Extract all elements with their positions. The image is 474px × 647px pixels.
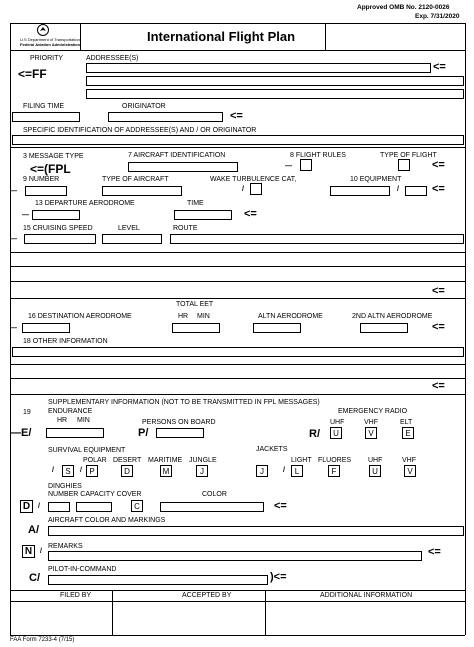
end-arrow: <= bbox=[432, 183, 445, 195]
slash: / bbox=[397, 186, 399, 193]
filed-by-label: FILED BY bbox=[60, 592, 92, 599]
remarks-box[interactable]: N bbox=[22, 545, 35, 558]
slash: / bbox=[38, 503, 40, 510]
aircraft-color-label: AIRCRAFT COLOR AND MARKINGS bbox=[48, 517, 166, 524]
dinghy-color-field[interactable] bbox=[160, 502, 264, 512]
remarks-label: REMARKS bbox=[48, 543, 83, 550]
additional-info-label: ADDITIONAL INFORMATION bbox=[320, 592, 413, 599]
other-info-field[interactable] bbox=[12, 347, 464, 357]
end-arrow: <= bbox=[244, 208, 257, 220]
level-field[interactable] bbox=[102, 234, 162, 244]
addressee-field-2[interactable] bbox=[86, 76, 464, 86]
jungle-label: JUNGLE bbox=[189, 457, 217, 464]
end-arrow: <= bbox=[274, 500, 287, 512]
end-arrow: <= bbox=[230, 110, 243, 122]
survival-box[interactable]: S bbox=[62, 465, 74, 477]
number-field[interactable] bbox=[25, 186, 67, 196]
slash: / bbox=[283, 467, 285, 474]
altn-aerodrome-label: ALTN AERODROME bbox=[258, 313, 323, 320]
persons-on-board-label: PERSONS ON BOARD bbox=[142, 419, 216, 426]
equipment-field[interactable] bbox=[330, 186, 390, 196]
equipment-label: 10 EQUIPMENT bbox=[350, 176, 402, 183]
expiration-date: Exp. 7/31/2020 bbox=[415, 13, 460, 20]
supplementary-label: SUPPLEMENTARY INFORMATION (NOT TO BE TRANSMITTED IN FPL MESSAGES) bbox=[48, 399, 320, 406]
jackets-uhf-label: UHF bbox=[368, 457, 383, 464]
departure-aerodrome-label: 13 DEPARTURE AERODROME bbox=[35, 200, 135, 207]
polar-box[interactable]: P bbox=[86, 465, 98, 477]
radio-prefix: R/ bbox=[309, 428, 320, 440]
priority-value: <=FF bbox=[18, 67, 47, 81]
dash: — bbox=[10, 325, 17, 332]
agency-name: U.S Department of Transportation bbox=[20, 37, 80, 42]
originator-field[interactable] bbox=[108, 112, 223, 122]
end-arrow: <= bbox=[428, 546, 441, 558]
endurance-label: ENDURANCE bbox=[48, 408, 93, 415]
color-label: COLOR bbox=[202, 491, 227, 498]
agency-sub: Federal Aviation Administration bbox=[20, 42, 81, 47]
specific-id-field[interactable] bbox=[12, 135, 464, 145]
uhf-box[interactable]: U bbox=[330, 427, 342, 439]
dash: — bbox=[22, 212, 29, 219]
total-eet-field[interactable] bbox=[172, 323, 220, 333]
originator-label: ORIGINATOR bbox=[122, 103, 166, 110]
slash: / bbox=[52, 467, 54, 474]
end-arrow: <= bbox=[432, 321, 445, 333]
vhf-box[interactable]: V bbox=[365, 427, 377, 439]
destination-field[interactable] bbox=[22, 323, 70, 333]
aircraft-color-field[interactable] bbox=[48, 526, 464, 536]
remarks-field[interactable] bbox=[48, 551, 422, 561]
altn2-field[interactable] bbox=[360, 323, 408, 333]
light-label: LIGHT bbox=[291, 457, 312, 464]
route-field-1[interactable] bbox=[170, 234, 464, 244]
fluores-box[interactable]: F bbox=[328, 465, 340, 477]
level-label: LEVEL bbox=[118, 225, 140, 232]
endurance-min-label: MIN bbox=[77, 417, 90, 424]
destination-label: 16 DESTINATION AERODROME bbox=[28, 313, 132, 320]
cover-box[interactable]: C bbox=[131, 500, 143, 512]
departure-field[interactable] bbox=[32, 210, 80, 220]
pilot-in-command-label: PILOT-IN-COMMAND bbox=[48, 566, 117, 573]
speed-field[interactable] bbox=[24, 234, 96, 244]
hr-label: HR bbox=[178, 313, 189, 320]
jungle-box[interactable]: J bbox=[196, 465, 208, 477]
dinghies-box[interactable]: D bbox=[20, 500, 33, 513]
elt-box[interactable]: E bbox=[402, 427, 414, 439]
emergency-radio-label: EMERGENCY RADIO bbox=[338, 408, 408, 415]
addressee-field-1[interactable] bbox=[86, 63, 431, 73]
endurance-hr-label: HR bbox=[57, 417, 68, 424]
jackets-uhf-box[interactable]: U bbox=[369, 465, 381, 477]
polar-label: POLAR bbox=[83, 457, 107, 464]
message-type-value: <=(FPL bbox=[30, 162, 71, 176]
end-arrow: <= bbox=[433, 61, 446, 73]
aircraft-id-field[interactable] bbox=[128, 162, 238, 172]
dash: — bbox=[10, 188, 17, 195]
jackets-vhf-label: VHF bbox=[402, 457, 416, 464]
aircraft-id-label: 7 AIRCRAFT IDENTIFICATION bbox=[128, 152, 226, 159]
omb-approval: Approved OMB No. 2120-0026 bbox=[357, 4, 450, 11]
fluores-label: FLUORES bbox=[318, 457, 352, 464]
flight-rules-label: 8 FLIGHT RULES bbox=[290, 152, 346, 159]
type-aircraft-field[interactable] bbox=[102, 186, 182, 196]
dash: — bbox=[10, 236, 17, 243]
slash: / bbox=[242, 186, 244, 193]
priority-label: PRIORITY bbox=[30, 55, 64, 62]
type-of-flight-field[interactable] bbox=[398, 159, 410, 171]
addressee-field-3[interactable] bbox=[86, 89, 464, 99]
addressees-label: ADDRESSEE(S) bbox=[86, 55, 139, 62]
maritime-box[interactable]: M bbox=[160, 465, 172, 477]
end-arrow: <= bbox=[432, 159, 445, 171]
end-arrow: <= bbox=[432, 380, 445, 392]
slash: / bbox=[40, 548, 42, 555]
desert-label: DESERT bbox=[113, 457, 142, 464]
specific-id-label: SPECIFIC IDENTIFICATION OF ADDRESSEE(S) AND / OR ORIGINATOR bbox=[23, 127, 257, 134]
total-eet-label: TOTAL EET bbox=[176, 301, 214, 308]
route-label: ROUTE bbox=[173, 225, 198, 232]
dinghy-number-field[interactable] bbox=[48, 502, 70, 512]
jackets-vhf-box[interactable]: V bbox=[404, 465, 416, 477]
persons-prefix: P/ bbox=[138, 427, 149, 439]
other-info-label: 18 OTHER INFORMATION bbox=[23, 338, 108, 345]
page-title: International Flight Plan bbox=[147, 29, 296, 44]
jackets-label: JACKETS bbox=[256, 446, 288, 453]
slash: / bbox=[80, 467, 82, 474]
pic-prefix: C/ bbox=[29, 572, 40, 584]
jackets-box[interactable]: J bbox=[256, 465, 268, 477]
end-arrow: <= bbox=[432, 285, 445, 297]
elt-label: ELT bbox=[400, 419, 413, 426]
dinghies-label: DINGHIES bbox=[48, 483, 82, 490]
min-label: MIN bbox=[197, 313, 210, 320]
time-label: TIME bbox=[187, 200, 204, 207]
close-arrow: )<= bbox=[270, 571, 287, 583]
faa-logo-icon bbox=[37, 24, 49, 36]
flight-rules-field[interactable] bbox=[300, 159, 312, 171]
pic-field[interactable] bbox=[48, 575, 268, 585]
dinghy-capacity-field[interactable] bbox=[76, 502, 112, 512]
dash: — bbox=[285, 163, 292, 170]
number-capacity-cover-label: NUMBER CAPACITY COVER bbox=[48, 491, 142, 498]
wake-field[interactable] bbox=[250, 183, 262, 195]
survival-equipment-label: SURVIVAL EQUIPMENT bbox=[48, 447, 126, 454]
desert-box[interactable]: D bbox=[121, 465, 133, 477]
time-field[interactable] bbox=[174, 210, 232, 220]
persons-field[interactable] bbox=[156, 428, 204, 438]
number-label: 9 NUMBER bbox=[23, 176, 60, 183]
item-19-label: 19 bbox=[23, 409, 31, 416]
form-number: FAA Form 7233-4 (7/15) bbox=[10, 637, 75, 643]
cruising-speed-label: 15 CRUISING SPEED bbox=[23, 225, 93, 232]
endurance-prefix: —E/ bbox=[10, 427, 32, 439]
type-aircraft-label: TYPE OF AIRCRAFT bbox=[102, 176, 169, 183]
altn2-aerodrome-label: 2ND ALTN AERODROME bbox=[352, 313, 433, 320]
message-type-label: 3 MESSAGE TYPE bbox=[23, 153, 84, 160]
altn-field[interactable] bbox=[253, 323, 301, 333]
wake-turbulence-label: WAKE TURBULENCE CAT, bbox=[210, 176, 297, 183]
maritime-label: MARITIME bbox=[148, 457, 183, 464]
accepted-by-label: ACCEPTED BY bbox=[182, 592, 232, 599]
filing-time-field[interactable] bbox=[12, 112, 80, 122]
aircraft-color-prefix: A/ bbox=[28, 524, 39, 536]
filing-time-label: FILING TIME bbox=[23, 103, 65, 110]
endurance-field[interactable] bbox=[46, 428, 104, 438]
vhf-label: VHF bbox=[364, 419, 378, 426]
type-of-flight-label: TYPE OF FLIGHT bbox=[380, 152, 437, 159]
equipment-field-2[interactable] bbox=[405, 186, 427, 196]
light-box[interactable]: L bbox=[291, 465, 303, 477]
uhf-label: UHF bbox=[330, 419, 345, 426]
